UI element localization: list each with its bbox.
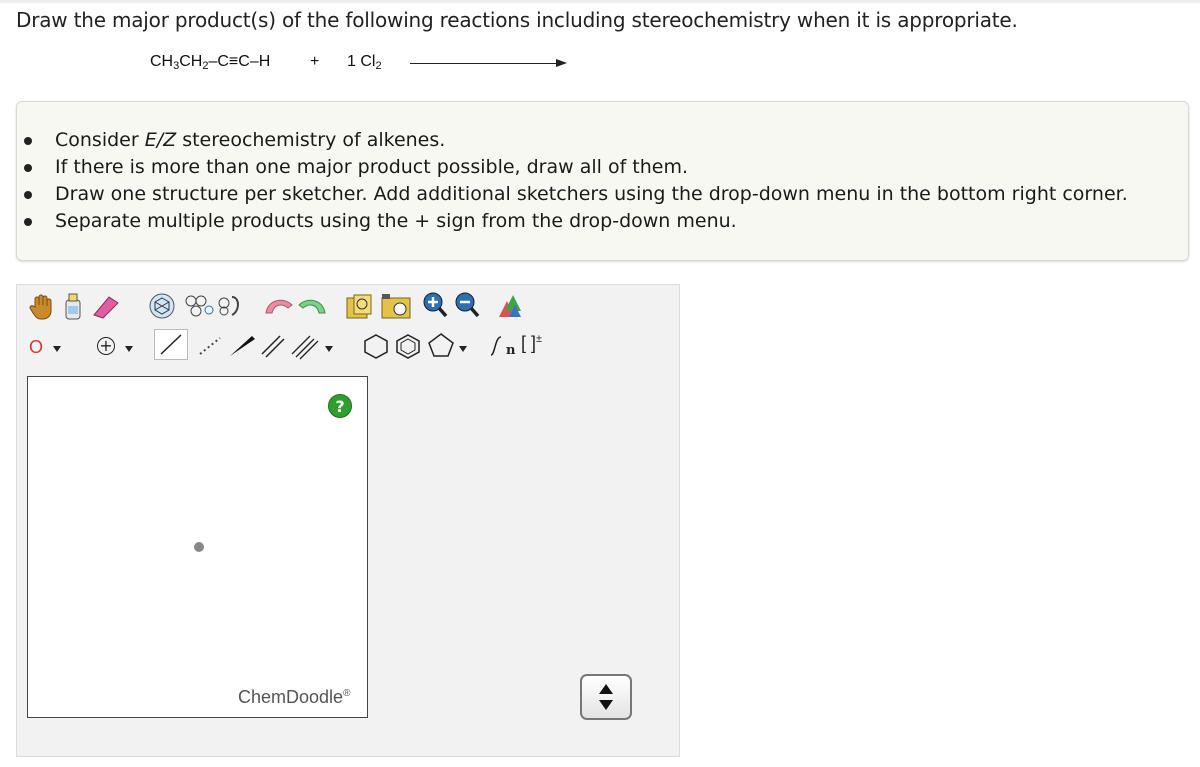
undo-icon[interactable] <box>262 293 296 317</box>
clean-icon[interactable] <box>495 291 525 321</box>
copy-icon[interactable] <box>380 292 412 320</box>
cyclopentane-icon[interactable] <box>427 332 455 358</box>
charge-dropdown-icon[interactable] <box>125 346 133 352</box>
template-chain-icon[interactable] <box>182 293 216 319</box>
ring-dropdown-icon[interactable] <box>459 346 467 352</box>
zoom-in-icon[interactable] <box>421 291 449 319</box>
instruction-item: If there is more than one major product possible, draw all of them. <box>55 154 1128 181</box>
triple-bond-icon[interactable] <box>289 332 321 360</box>
instruction-item: Consider E/Z stereochemistry of alkenes. <box>55 127 1128 154</box>
question-prompt: Draw the major product(s) of the following reactions including stereochemistry when it is appropriate. <box>16 8 1018 32</box>
bracket-charge-icon[interactable]: [ ]± <box>521 333 543 353</box>
drawing-canvas[interactable] <box>27 376 368 718</box>
redo-icon[interactable] <box>295 293 329 317</box>
reactant: $CH_3CH_2-C\equiv C-H$ <box>150 53 271 72</box>
dashed-bond-icon[interactable] <box>194 332 226 360</box>
add-sketcher-dropdown[interactable] <box>580 674 632 720</box>
instruction-item: Draw one structure per sketcher. Add additional sketchers using the drop-down menu in the bottom right corner. <box>55 181 1128 208</box>
lasso-icon[interactable] <box>215 293 245 319</box>
charge-plus-icon[interactable]: + <box>97 337 115 355</box>
bond-dropdown-icon[interactable] <box>325 346 333 352</box>
cyclohexane-icon[interactable] <box>362 333 390 359</box>
template-ring-icon[interactable] <box>147 292 177 320</box>
zoom-out-icon[interactable] <box>453 291 481 319</box>
benzene-icon[interactable] <box>394 333 422 359</box>
atom-label-O[interactable]: O <box>29 337 44 357</box>
canvas-atom-dot <box>194 542 204 552</box>
hand-icon[interactable] <box>29 293 55 321</box>
instructions-box <box>16 101 1189 261</box>
updown-arrows-icon <box>582 676 630 718</box>
wedge-bond-icon[interactable] <box>226 332 258 360</box>
help-button[interactable]: ? <box>328 394 352 418</box>
reagent: 1 $Cl_2$ <box>347 53 382 72</box>
paste-icon[interactable] <box>344 292 374 320</box>
single-bond-button[interactable] <box>154 329 188 360</box>
eraser-icon[interactable] <box>91 293 121 319</box>
chemdoodle-logo: ChemDoodle® <box>238 687 351 707</box>
reaction-arrow <box>410 63 560 64</box>
clear-icon[interactable] <box>61 291 85 321</box>
chemdoodle-sketcher <box>16 284 680 757</box>
reaction-arrow-head <box>556 59 567 67</box>
repeat-n-label: n <box>506 343 516 358</box>
instruction-item: Separate multiple products using the + sign from the drop-down menu. <box>55 208 1128 235</box>
instructions-list <box>55 127 1128 235</box>
atom-dropdown-icon[interactable] <box>53 346 61 352</box>
plus-sign: + <box>310 53 320 70</box>
top-divider <box>0 0 1200 3</box>
double-bond-icon[interactable] <box>258 332 288 360</box>
